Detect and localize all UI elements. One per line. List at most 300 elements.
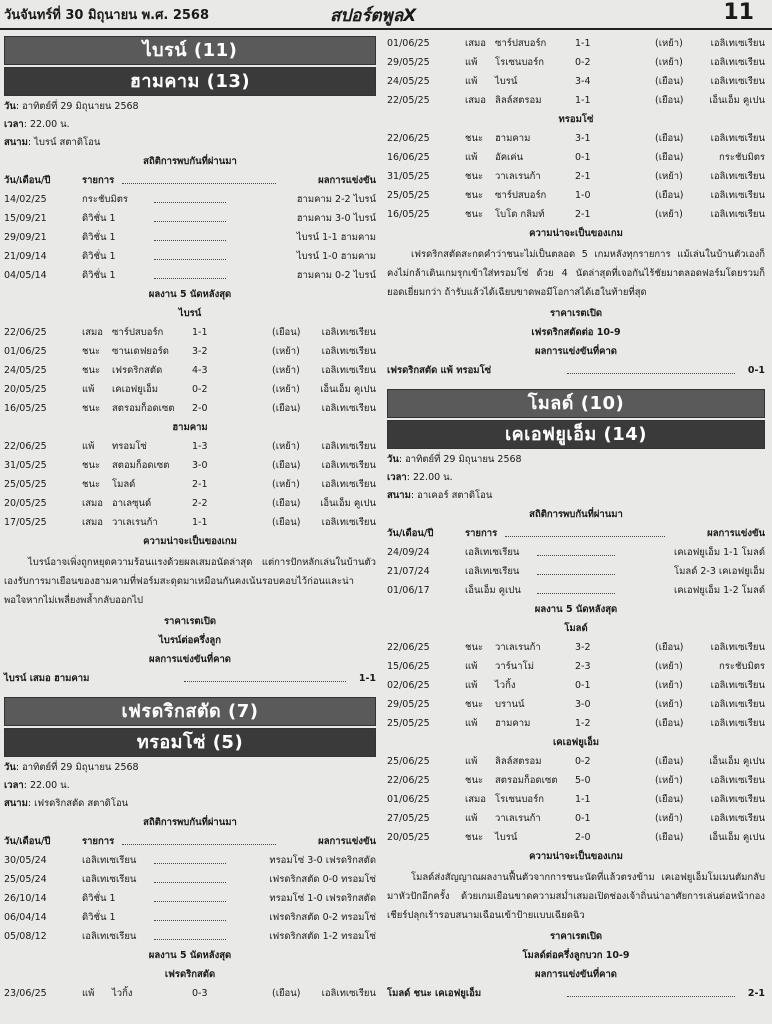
col-result-header: ผลการแข่งขัน — [707, 528, 765, 539]
form-venue: (เยือน) — [655, 76, 684, 87]
last5-title: ผลงาน 5 นัดหลังสุด — [148, 289, 232, 300]
form-score: 2-0 — [192, 403, 208, 414]
form-date: 15/06/25 — [387, 661, 430, 672]
form-score: 1-0 — [575, 190, 591, 201]
h2h-date: 26/10/14 — [4, 893, 47, 904]
col-date-header: วัน/เดือน/ปี — [4, 836, 51, 847]
form-competition: เอลิเทเซเรียน — [321, 517, 376, 528]
prediction-title: ผลการแข่งขันที่คาด — [535, 346, 617, 357]
form-row — [4, 399, 376, 418]
h2h-result: เฟรดริกสตัด 0-0 ทรอมโซ่ — [269, 874, 376, 885]
h2h-date: 21/09/14 — [4, 251, 47, 262]
form-score: 2-3 — [575, 661, 591, 672]
match-time-label: เวลา — [4, 119, 24, 130]
form-competition: เอลิเทเซเรียน — [710, 775, 765, 786]
match-time-value: : 22.00 น. — [23, 780, 70, 791]
form-date: 20/05/25 — [4, 384, 47, 395]
h2h-row — [4, 927, 376, 946]
form-result: ชนะ — [465, 832, 484, 843]
match-time-value: : 22.00 น. — [23, 119, 70, 130]
h2h-result: ฮามคาม 3-0 ไบรน์ — [296, 213, 376, 224]
form-score: 3-2 — [575, 642, 591, 653]
form-opponent: ลิลล์สตรอม — [495, 95, 542, 106]
form-competition: เอลิเทเซเรียน — [321, 327, 376, 338]
form-date: 29/05/25 — [387, 57, 430, 68]
leader-dots — [154, 202, 226, 203]
form-date: 02/06/25 — [387, 680, 430, 691]
form-row — [4, 361, 376, 380]
match-venue — [4, 134, 376, 152]
match-day-label: วัน — [4, 762, 16, 773]
form-score: 0-1 — [575, 680, 591, 691]
spacer — [4, 689, 376, 695]
h2h-competition: ดิวิชั่น 1 — [82, 270, 116, 281]
h2h-competition: เอลิเทเซเรียน — [82, 874, 137, 885]
h2h-competition: เอลิเทเซเรียน — [465, 566, 520, 577]
form-venue: (เหย้า) — [655, 57, 683, 68]
h2h-row — [4, 190, 376, 209]
form-score: 3-0 — [575, 699, 591, 710]
h2h-row — [387, 581, 765, 600]
form-date: 25/05/25 — [387, 718, 430, 729]
team-b-name: เคเอฟยูเอ็ม — [552, 737, 600, 748]
match-day-label: วัน — [4, 101, 16, 112]
form-opponent: วาเลเรนก้า — [495, 171, 541, 182]
form-competition: เอลิเทเซเรียน — [321, 441, 376, 452]
form-venue: (เหย้า) — [272, 384, 300, 395]
form-date: 01/06/25 — [387, 38, 430, 49]
outlook-text: ไบรน์อาจเพิ่งถูกหยุดความร้อนแรงด้วยผลเสมอนัดล่าสุด แต่การปักหลักเล่นในบ้านตัวเองรับการมาเยือนของฮามคามที่ฟอร์มสะดุดมาเหมือนกันคงเน้นรอบคอบไว้ก่อนและน่าพอใจหากไม่เพลี่ยงพล้ำกลับออกไป — [4, 557, 376, 606]
form-opponent: อัคเค่น — [495, 152, 524, 163]
h2h-competition: เอลิเทเซเรียน — [465, 547, 520, 558]
col-item-header: รายการ — [82, 175, 115, 186]
form-opponent: โบโด กลิมท์ — [495, 209, 545, 220]
form-competition: เอลิเทเซเรียน — [321, 988, 376, 999]
odds-title: ราคาเรตเปิด — [549, 931, 603, 942]
form-result: ชนะ — [82, 365, 101, 376]
form-result: แพ้ — [82, 441, 95, 452]
form-venue: (เหย้า) — [655, 171, 683, 182]
form-score: 4-3 — [192, 365, 208, 376]
form-competition: เอลิเทเซเรียน — [710, 76, 765, 87]
match-day — [4, 98, 376, 116]
h2h-result: เคเอฟยูเอ็ม 1-2 โมลด์ — [674, 585, 765, 596]
outlook-text: เฟรดริกสตัดสะกดคำว่าชนะไม่เป็นตลอด 5 เกมหลังทุกรายการ แม้เล่นในบ้านตัวเองก็คงไม่กล้าเดินเกมรุกเข้าใส่ทรอมโซ่ ด้วย 4 นัดล่าสุดที่เจอกันไร้ชัยมาตลอดฟอร์มโดยรวมก็ยอดเยี่ยมกว่า ถ้ารับแล้วได้เฉียบขาดพอมีโอกาสได้เฮในท้ายที่สุด — [387, 249, 765, 298]
match-time-value: : 22.00 น. — [406, 472, 453, 483]
form-venue: (เหย้า) — [272, 346, 300, 357]
h2h-result: ฮามคาม 0-2 ไบรน์ — [296, 270, 376, 281]
form-date: 01/06/25 — [4, 346, 47, 357]
form-row — [4, 342, 376, 361]
form-venue: (เหย้า) — [655, 775, 683, 786]
form-competition: เอลิเทเซเรียน — [710, 642, 765, 653]
last5-title: ผลงาน 5 นัดหลังสุด — [534, 604, 618, 615]
form-result: แพ้ — [82, 988, 95, 999]
form-score: 0-3 — [192, 988, 208, 999]
form-row — [387, 828, 765, 847]
form-venue: (เยือน) — [655, 642, 684, 653]
form-date: 22/06/25 — [4, 327, 47, 338]
team-b-name: ฮามคาม — [172, 422, 208, 433]
form-score: 5-0 — [575, 775, 591, 786]
match-time — [387, 469, 765, 487]
h2h-result: เฟรดริกสตัด 1-2 ทรอมโซ่ — [269, 931, 376, 942]
form-result: แพ้ — [465, 661, 478, 672]
prediction-title: ผลการแข่งขันที่คาด — [149, 654, 231, 665]
form-date: 24/05/25 — [4, 365, 47, 376]
h2h-result: โมลด์ 2-3 เคเอฟยูเอ็ม — [674, 566, 765, 577]
h2h-result: เคเอฟยูเอ็ม 1-1 โมลด์ — [674, 547, 765, 558]
form-result: แพ้ — [465, 57, 478, 68]
form-opponent: ไวกิ้ง — [495, 680, 516, 691]
h2h-date: 06/04/14 — [4, 912, 47, 923]
match-time-label: เวลา — [4, 780, 24, 791]
form-competition: เอลิเทเซเรียน — [321, 365, 376, 376]
prediction-text: ไบรน์ เสมอ ฮามคาม — [4, 673, 90, 684]
form-opponent: วาเลเรนก้า — [495, 813, 541, 824]
h2h-competition: ดิวิชั่น 1 — [82, 232, 116, 243]
match-day — [4, 759, 376, 777]
form-venue: (เยือน) — [272, 517, 301, 528]
form-date: 16/06/25 — [387, 152, 430, 163]
form-competition: เอลิเทเซเรียน — [710, 718, 765, 729]
away-team-banner: เคเอฟยูเอ็ม (14) — [387, 420, 765, 449]
form-venue: (เหย้า) — [655, 813, 683, 824]
leader-dots — [154, 278, 226, 279]
match-venue-label: สนาม — [4, 137, 28, 148]
form-score: 3-0 — [192, 460, 208, 471]
form-row — [387, 714, 765, 733]
leader-dots — [505, 536, 665, 537]
home-team-banner: เฟรดริกสตัด (7) — [4, 697, 376, 726]
form-venue: (เยือน) — [655, 190, 684, 201]
form-result: ชนะ — [465, 209, 484, 220]
match-time — [4, 116, 376, 134]
match-day-value: : อาทิตย์ที่ 29 มิถุนายน 2568 — [15, 762, 139, 773]
h2h-competition: ดิวิชั่น 1 — [82, 893, 116, 904]
leader-dots — [122, 183, 276, 184]
form-row — [4, 494, 376, 513]
h2h-competition: เอลิเทเซเรียน — [82, 855, 137, 866]
form-result: เสมอ — [82, 327, 104, 338]
form-result: ชนะ — [82, 460, 101, 471]
form-date: 31/05/25 — [4, 460, 47, 471]
h2h-row — [4, 889, 376, 908]
form-score: 1-3 — [192, 441, 208, 452]
form-date: 27/05/25 — [387, 813, 430, 824]
form-row — [4, 380, 376, 399]
h2h-result: ฮามคาม 2-2 ไบรน์ — [296, 194, 376, 205]
h2h-title: สถิติการพบกันที่ผ่านมา — [143, 156, 237, 167]
outlook-text: โมลด์ส่งสัญญาณผลงานฟื้นตัวจากการชนะนัดที่แล้วตรงข้าม เคเอฟยูเอ็มโมเมนตัมกลับมาหัวปักอีกครั้ง ด้วยเกมเยือนขาดความสม่ำเสมอเปิดช่องเจ้าถิ่นน่าอาศัยการเล่นต่อหน้ากองเชียร์ปลุกเร้ารอบสนามเฉือนเข้าป้ายแบบเฉียดฉิว — [387, 872, 765, 921]
form-competition: เอลิเทเซเรียน — [710, 813, 765, 824]
form-result: ชนะ — [465, 133, 484, 144]
h2h-result: ทรอมโซ่ 1-0 เฟรดริกสตัด — [269, 893, 376, 904]
leader-dots — [154, 221, 226, 222]
form-row — [387, 129, 765, 148]
form-result: ชนะ — [82, 403, 101, 414]
form-score: 0-2 — [192, 384, 208, 395]
form-opponent: ลิลล์สตรอม — [495, 756, 542, 767]
form-score: 3-2 — [192, 346, 208, 357]
form-row — [387, 695, 765, 714]
form-opponent: สตรอมก็อดเซต — [495, 775, 558, 786]
form-venue: (เหย้า) — [272, 441, 300, 452]
h2h-date: 24/09/24 — [387, 547, 430, 558]
leader-dots — [154, 920, 226, 921]
form-result: ชนะ — [465, 190, 484, 201]
h2h-title: สถิติการพบกันที่ผ่านมา — [143, 817, 237, 828]
form-score: 2-1 — [575, 171, 591, 182]
form-opponent: ซาร์ปสบอร์ก — [495, 38, 547, 49]
prediction-score: 2-1 — [747, 988, 765, 999]
h2h-competition: ดิวิชั่น 1 — [82, 912, 116, 923]
form-score: 0-1 — [575, 152, 591, 163]
form-date: 25/05/25 — [387, 190, 430, 201]
home-team-banner: ไบรน์ (11) — [4, 36, 376, 65]
h2h-result: ทรอมโซ่ 3-0 เฟรดริกสตัด — [269, 855, 376, 866]
prediction-line — [4, 669, 376, 689]
form-date: 22/06/25 — [387, 133, 430, 144]
h2h-row — [4, 870, 376, 889]
h2h-date: 30/05/24 — [4, 855, 47, 866]
form-competition: เอลิเทเซเรียน — [710, 680, 765, 691]
form-score: 1-1 — [575, 794, 591, 805]
form-score: 2-0 — [575, 832, 591, 843]
odds-value: เฟรดริกสตัดต่อ 10-9 — [531, 327, 621, 338]
form-result: เสมอ — [465, 38, 487, 49]
team-b-name: ทรอมโซ่ — [558, 114, 594, 125]
h2h-row — [4, 247, 376, 266]
form-opponent: ฮามคาม — [495, 718, 531, 729]
leader-dots — [184, 681, 346, 682]
odds-value: โมลด์ต่อครึ่งลูกบวก 10-9 — [522, 950, 630, 961]
form-row — [4, 456, 376, 475]
form-score: 2-1 — [192, 479, 208, 490]
page-header — [0, 0, 772, 30]
prediction-text: เฟรดริกสตัด แพ้ ทรอมโซ่ — [387, 365, 492, 376]
form-row — [387, 771, 765, 790]
form-row — [387, 91, 765, 110]
h2h-row — [387, 543, 765, 562]
form-opponent: เฟรดริกสตัด — [112, 365, 163, 376]
match-time-label: เวลา — [387, 472, 407, 483]
leader-dots — [567, 996, 735, 997]
form-date: 22/06/25 — [4, 441, 47, 452]
form-row — [387, 638, 765, 657]
form-row — [387, 186, 765, 205]
form-competition: เอลิเทเซเรียน — [321, 346, 376, 357]
h2h-row — [4, 851, 376, 870]
form-competition: เอ็นเอ็ม คูเปน — [709, 756, 765, 767]
form-date: 25/05/25 — [4, 479, 47, 490]
form-venue: (เหย้า) — [655, 661, 683, 672]
form-opponent: สตอมก็อดเซต — [112, 460, 170, 471]
h2h-date: 14/02/25 — [4, 194, 47, 205]
form-venue: (เยือน) — [272, 498, 301, 509]
form-venue: (เยือน) — [272, 403, 301, 414]
form-row — [387, 752, 765, 771]
form-result: ชนะ — [82, 346, 101, 357]
h2h-competition: เอลิเทเซเรียน — [82, 931, 137, 942]
form-row — [387, 34, 765, 53]
form-venue: (เยือน) — [655, 95, 684, 106]
prediction-score: 0-1 — [747, 365, 765, 376]
form-opponent: สตรอมก็อดเซต — [112, 403, 175, 414]
outlook-title: ความน่าจะเป็นของเกม — [529, 851, 623, 862]
form-venue: (เหย้า) — [655, 38, 683, 49]
form-venue: (เยือน) — [272, 327, 301, 338]
prediction-score: 1-1 — [358, 673, 376, 684]
form-competition: เอลิเทเซเรียน — [710, 699, 765, 710]
odds-title: ราคาเรตเปิด — [163, 616, 217, 627]
form-date: 01/06/25 — [387, 794, 430, 805]
col-result-header: ผลการแข่งขัน — [318, 836, 376, 847]
issue-date: วันจันทร์ที่ 30 มิถุนายน พ.ศ. 2568 — [4, 8, 210, 23]
form-result: เสมอ — [465, 794, 487, 805]
form-opponent: ทรอมโซ่ — [112, 441, 147, 452]
match-venue — [4, 795, 376, 813]
form-date: 22/06/25 — [387, 775, 430, 786]
form-result: แพ้ — [465, 756, 478, 767]
form-opponent: เคเอฟยูเอ็ม — [112, 384, 159, 395]
form-venue: (เยือน) — [655, 794, 684, 805]
form-opponent: ไวกิ้ง — [112, 988, 133, 999]
h2h-date: 01/06/17 — [387, 585, 430, 596]
h2h-header — [4, 171, 376, 190]
col-date-header: วัน/เดือน/ปี — [4, 175, 51, 186]
form-opponent: ซาร์ปสบอร์ก — [495, 190, 547, 201]
match-venue-value: : ไบรน์ สตาดิโอน — [27, 137, 101, 148]
form-opponent: ซาร์ปสบอร์ก — [112, 327, 164, 338]
leader-dots — [154, 259, 226, 260]
brand-logo: สปอร์ตพูลX — [330, 6, 417, 26]
form-competition: เอลิเทเซเรียน — [321, 479, 376, 490]
h2h-header — [4, 832, 376, 851]
form-opponent: โรเซนบอร์ก — [495, 794, 544, 805]
form-row — [4, 475, 376, 494]
h2h-date: 21/07/24 — [387, 566, 430, 577]
form-venue: (เยือน) — [272, 988, 301, 999]
leader-dots — [154, 882, 226, 883]
form-date: 25/06/25 — [387, 756, 430, 767]
form-score: 2-2 — [192, 498, 208, 509]
form-venue: (เยือน) — [655, 133, 684, 144]
form-date: 16/05/25 — [387, 209, 430, 220]
form-venue: (เยือน) — [272, 460, 301, 471]
form-opponent: ฮามคาม — [495, 133, 531, 144]
form-result: ชนะ — [465, 699, 484, 710]
form-competition: กระชับมิตร — [719, 152, 765, 163]
form-opponent: ไบรน์ — [495, 832, 518, 843]
form-opponent: โรเซนบอร์ก — [495, 57, 544, 68]
prediction-text: โมลด์ ชนะ เคเอฟยูเอ็ม — [387, 988, 482, 999]
col-item-header: รายการ — [465, 528, 498, 539]
leader-dots — [154, 863, 226, 864]
form-venue: (เยือน) — [655, 152, 684, 163]
team-a-name: ไบรน์ — [178, 308, 202, 319]
h2h-competition: เอ็นเอ็ม คูเปน — [465, 585, 521, 596]
h2h-result: ไบรน์ 1-0 ฮามคาม — [296, 251, 376, 262]
form-competition: เอ็นเอ็ม คูเปน — [320, 498, 376, 509]
form-result: เสมอ — [82, 498, 104, 509]
form-opponent: วาเลเรนก้า — [495, 642, 541, 653]
form-score: 0-2 — [575, 756, 591, 767]
odds-value: ไบรน์ต่อครึ่งลูก — [159, 635, 221, 646]
leader-dots — [154, 901, 226, 902]
form-result: เสมอ — [82, 517, 104, 528]
col-date-header: วัน/เดือน/ปี — [387, 528, 434, 539]
prediction-title: ผลการแข่งขันที่คาด — [535, 969, 617, 980]
form-score: 1-1 — [575, 95, 591, 106]
form-competition: เอลิเทเซเรียน — [710, 209, 765, 220]
form-venue: (เหย้า) — [655, 209, 683, 220]
home-team-banner: โมลด์ (10) — [387, 389, 765, 418]
leader-dots — [537, 574, 615, 575]
form-score: 0-1 — [575, 813, 591, 824]
form-competition: เอลิเทเซเรียน — [710, 794, 765, 805]
match-time — [4, 777, 376, 795]
form-venue: (เหย้า) — [272, 479, 300, 490]
form-date: 17/05/25 — [4, 517, 47, 528]
form-date: 16/05/25 — [4, 403, 47, 414]
form-row — [4, 984, 376, 1003]
form-venue: (เยือน) — [655, 718, 684, 729]
h2h-date: 15/09/21 — [4, 213, 47, 224]
col-item-header: รายการ — [82, 836, 115, 847]
form-row — [4, 513, 376, 532]
form-row — [4, 323, 376, 342]
form-score: 1-1 — [192, 327, 208, 338]
prediction-line — [387, 361, 765, 381]
form-result: ชนะ — [465, 775, 484, 786]
form-result: แพ้ — [465, 680, 478, 691]
form-date: 20/05/25 — [4, 498, 47, 509]
form-competition: เอลิเทเซเรียน — [710, 133, 765, 144]
last5-title: ผลงาน 5 นัดหลังสุด — [148, 950, 232, 961]
h2h-header — [387, 524, 765, 543]
match-venue-value: : เฟรดริกสตัด สตาดิโอน — [27, 798, 129, 809]
form-score: 1-2 — [575, 718, 591, 729]
odds-title: ราคาเรตเปิด — [549, 308, 603, 319]
form-result: เสมอ — [465, 95, 487, 106]
h2h-row — [4, 908, 376, 927]
form-row — [387, 167, 765, 186]
page-number: 11 — [723, 0, 754, 25]
form-opponent: วาเลเรนก้า — [112, 517, 158, 528]
form-competition: เอลิเทเซเรียน — [710, 38, 765, 49]
form-date: 23/06/25 — [4, 988, 47, 999]
spacer — [387, 381, 765, 387]
h2h-date: 05/08/12 — [4, 931, 47, 942]
match-venue-label: สนาม — [387, 490, 411, 501]
team-a-name: โมลด์ — [564, 623, 588, 634]
form-venue: (เยือน) — [655, 756, 684, 767]
form-row — [4, 437, 376, 456]
form-date: 24/05/25 — [387, 76, 430, 87]
form-result: แพ้ — [465, 813, 478, 824]
form-row — [387, 205, 765, 224]
match-day-value: : อาทิตย์ที่ 29 มิถุนายน 2568 — [398, 454, 522, 465]
form-competition: กระชับมิตร — [719, 661, 765, 672]
form-row — [387, 657, 765, 676]
form-result: แพ้ — [465, 718, 478, 729]
h2h-row — [4, 228, 376, 247]
h2h-competition: ดิวิชั่น 1 — [82, 213, 116, 224]
form-opponent: โมลด์ — [112, 479, 136, 490]
form-result: แพ้ — [82, 384, 95, 395]
h2h-competition: กระชับมิตร — [82, 194, 128, 205]
